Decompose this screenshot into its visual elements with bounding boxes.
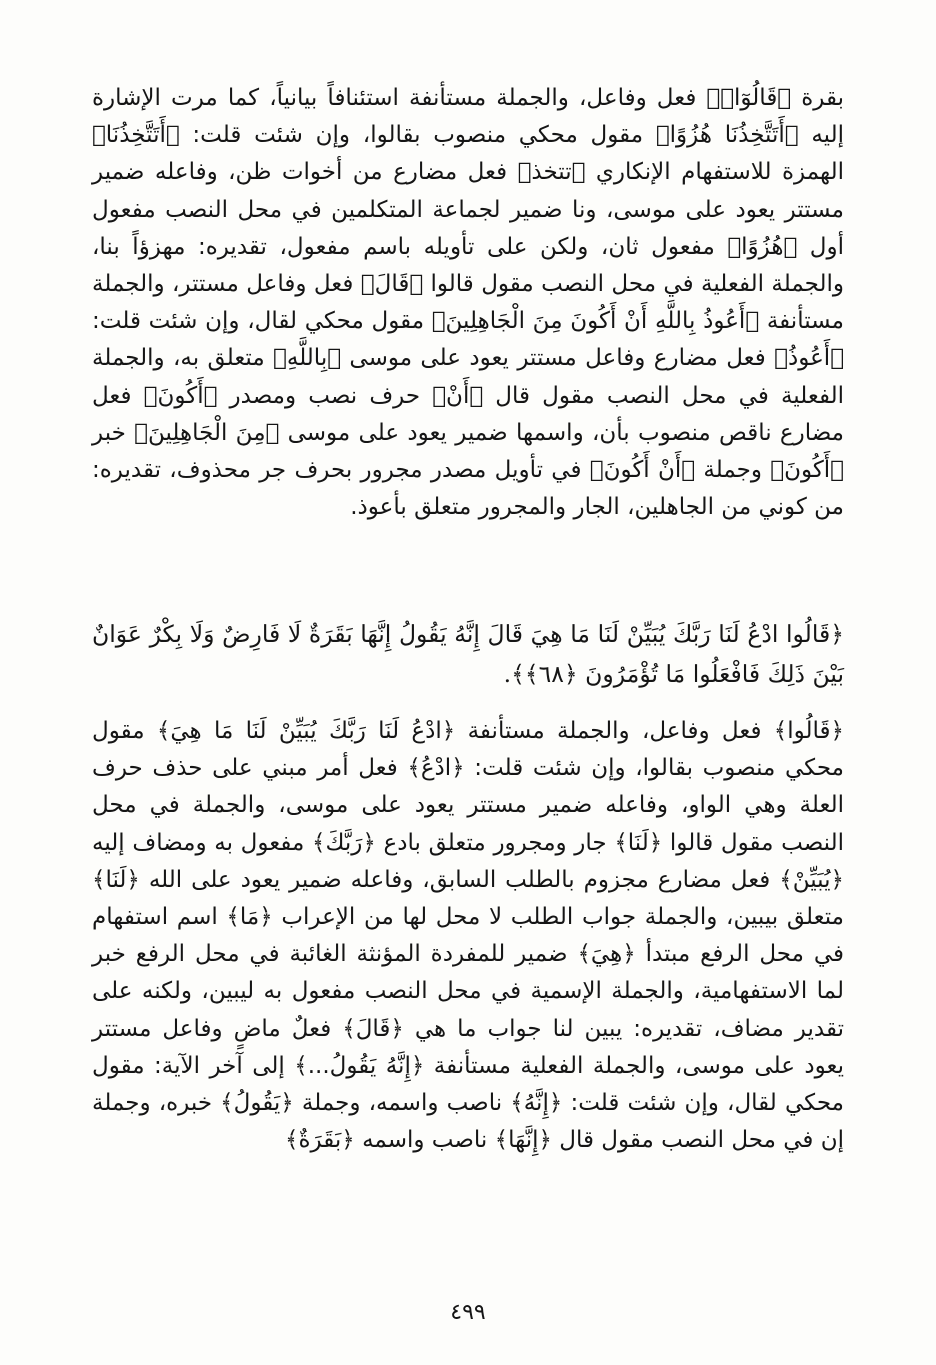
commentary-paragraph-2 (92, 713, 844, 1159)
quran-verse (92, 614, 844, 694)
verse-text: ﴿قَالُوا ادْعُ لَنَا رَبَّكَ يُبَيِّنْ لَنَا مَا هِيَ قَالَ إِنَّهُ يَقُولُ إِنَّهَا بَقَرَةٌ لَا فَارِضٌ وَلَا بِكْرٌ عَوَانٌ بَيْنَ ذَلِكَ فَافْعَلُوا مَا تُؤْمَرُونَ ﴿٦٨﴾﴾. (92, 620, 844, 688)
commentary-paragraph-1 (92, 80, 844, 526)
paragraph-text: بقرة ﴿قَالُوٓا۟﴾ فعل وفاعل، والجملة مستأنفة استئنافاً بيانياً، كما مرت الإشارة إليه ﴿أَتَتَّخِذُنَا هُزُوًا﴾ مقول محكي منصوب بقالوا، وإن شئت قلت: ﴿أَتَتَّخِذُنَا﴾ الهمزة للاستفهام الإنكاري ﴿تتخذ﴾ فعل مضارع من أخوات ظن، وفاعله ضمير مستتر يعود على موسى، ونا ضمير لجماعة المتكلمين في محل النصب مفعول أول ﴿هُزُوًا﴾ مفعول ثان، ولكن على تأويله باسم مفعول، تقديره: مهزؤاً بنا، والجملة الفعلية في محل النصب مقول قالوا ﴿قَالَ﴾ فعل وفاعل مستتر، والجملة مستأنفة ﴿أَعُوذُ بِاللَّهِ أَنْ أَكُونَ مِنَ الْجَاهِلِينَ﴾ مقول محكي لقال، وإن شئت قلت: ﴿أَعُوذُ﴾ فعل مضارع وفاعل مستتر يعود على موسى ﴿بِاللَّهِ﴾ متعلق به، والجملة الفعلية في محل النصب مقول قال ﴿أَنْ﴾ حرف نصب ومصدر ﴿أَكُونَ﴾ فعل مضارع ناقص منصوب بأن، واسمها ضمير يعود على موسى ﴿مِنَ الْجَاهِلِينَ﴾ خبر ﴿أَكُونَ﴾ وجملة ﴿أَنْ أَكُونَ﴾ في تأويل مصدر مجرور بحرف جر محذوف، تقديره: من كوني من الجاهلين، الجار والمجرور متعلق بأعوذ. (92, 85, 844, 521)
page-number: ٤٩٩ (450, 1300, 486, 1325)
paragraph-text: ﴿قَالُوا﴾ فعل وفاعل، والجملة مستأنفة ﴿ادْعُ لَنَا رَبَّكَ يُبَيِّنْ لَنَا مَا هِيَ﴾ مقول محكي منصوب بقالوا، وإن شئت قلت: ﴿ادْعُ﴾ فعل أمر مبني على حذف حرف العلة وهي الواو، وفاعله ضمير مستتر يعود على موسى، والجملة في محل النصب مقول قالوا ﴿لَنَا﴾ جار ومجرور متعلق بادع ﴿رَبَّكَ﴾ مفعول به ومضاف إليه ﴿يُبَيِّنْ﴾ فعل مضارع مجزوم بالطلب السابق، وفاعله ضمير يعود على الله ﴿لَنَا﴾ متعلق بيبين، والجملة جواب الطلب لا محل لها من الإعراب ﴿مَا﴾ اسم استفهام في محل الرفع مبتدأ ﴿هِيَ﴾ ضمير للمفردة المؤنثة الغائبة في محل الرفع خبر لما الاستفهامية، والجملة الإسمية في محل النصب مفعول به ليبين، ولكنه على تقدير مضاف، تقديره: يبين لنا جواب ما هي ﴿قَالَ﴾ فعلٌ ماضٍ وفاعل مستتر يعود على موسى، والجملة الفعلية مستأنفة ﴿إِنَّهُ يَقُولُ...﴾ إلى آخر الآية: مقول محكي لقال، وإن شئت قلت: ﴿إِنَّهُ﴾ ناصب واسمه، وجملة ﴿يَقُولُ﴾ خبره، وجملة إن في محل النصب مقول قال ﴿إِنَّهَا﴾ ناصب واسمه ﴿بَقَرَةٌ﴾ (92, 718, 844, 1154)
